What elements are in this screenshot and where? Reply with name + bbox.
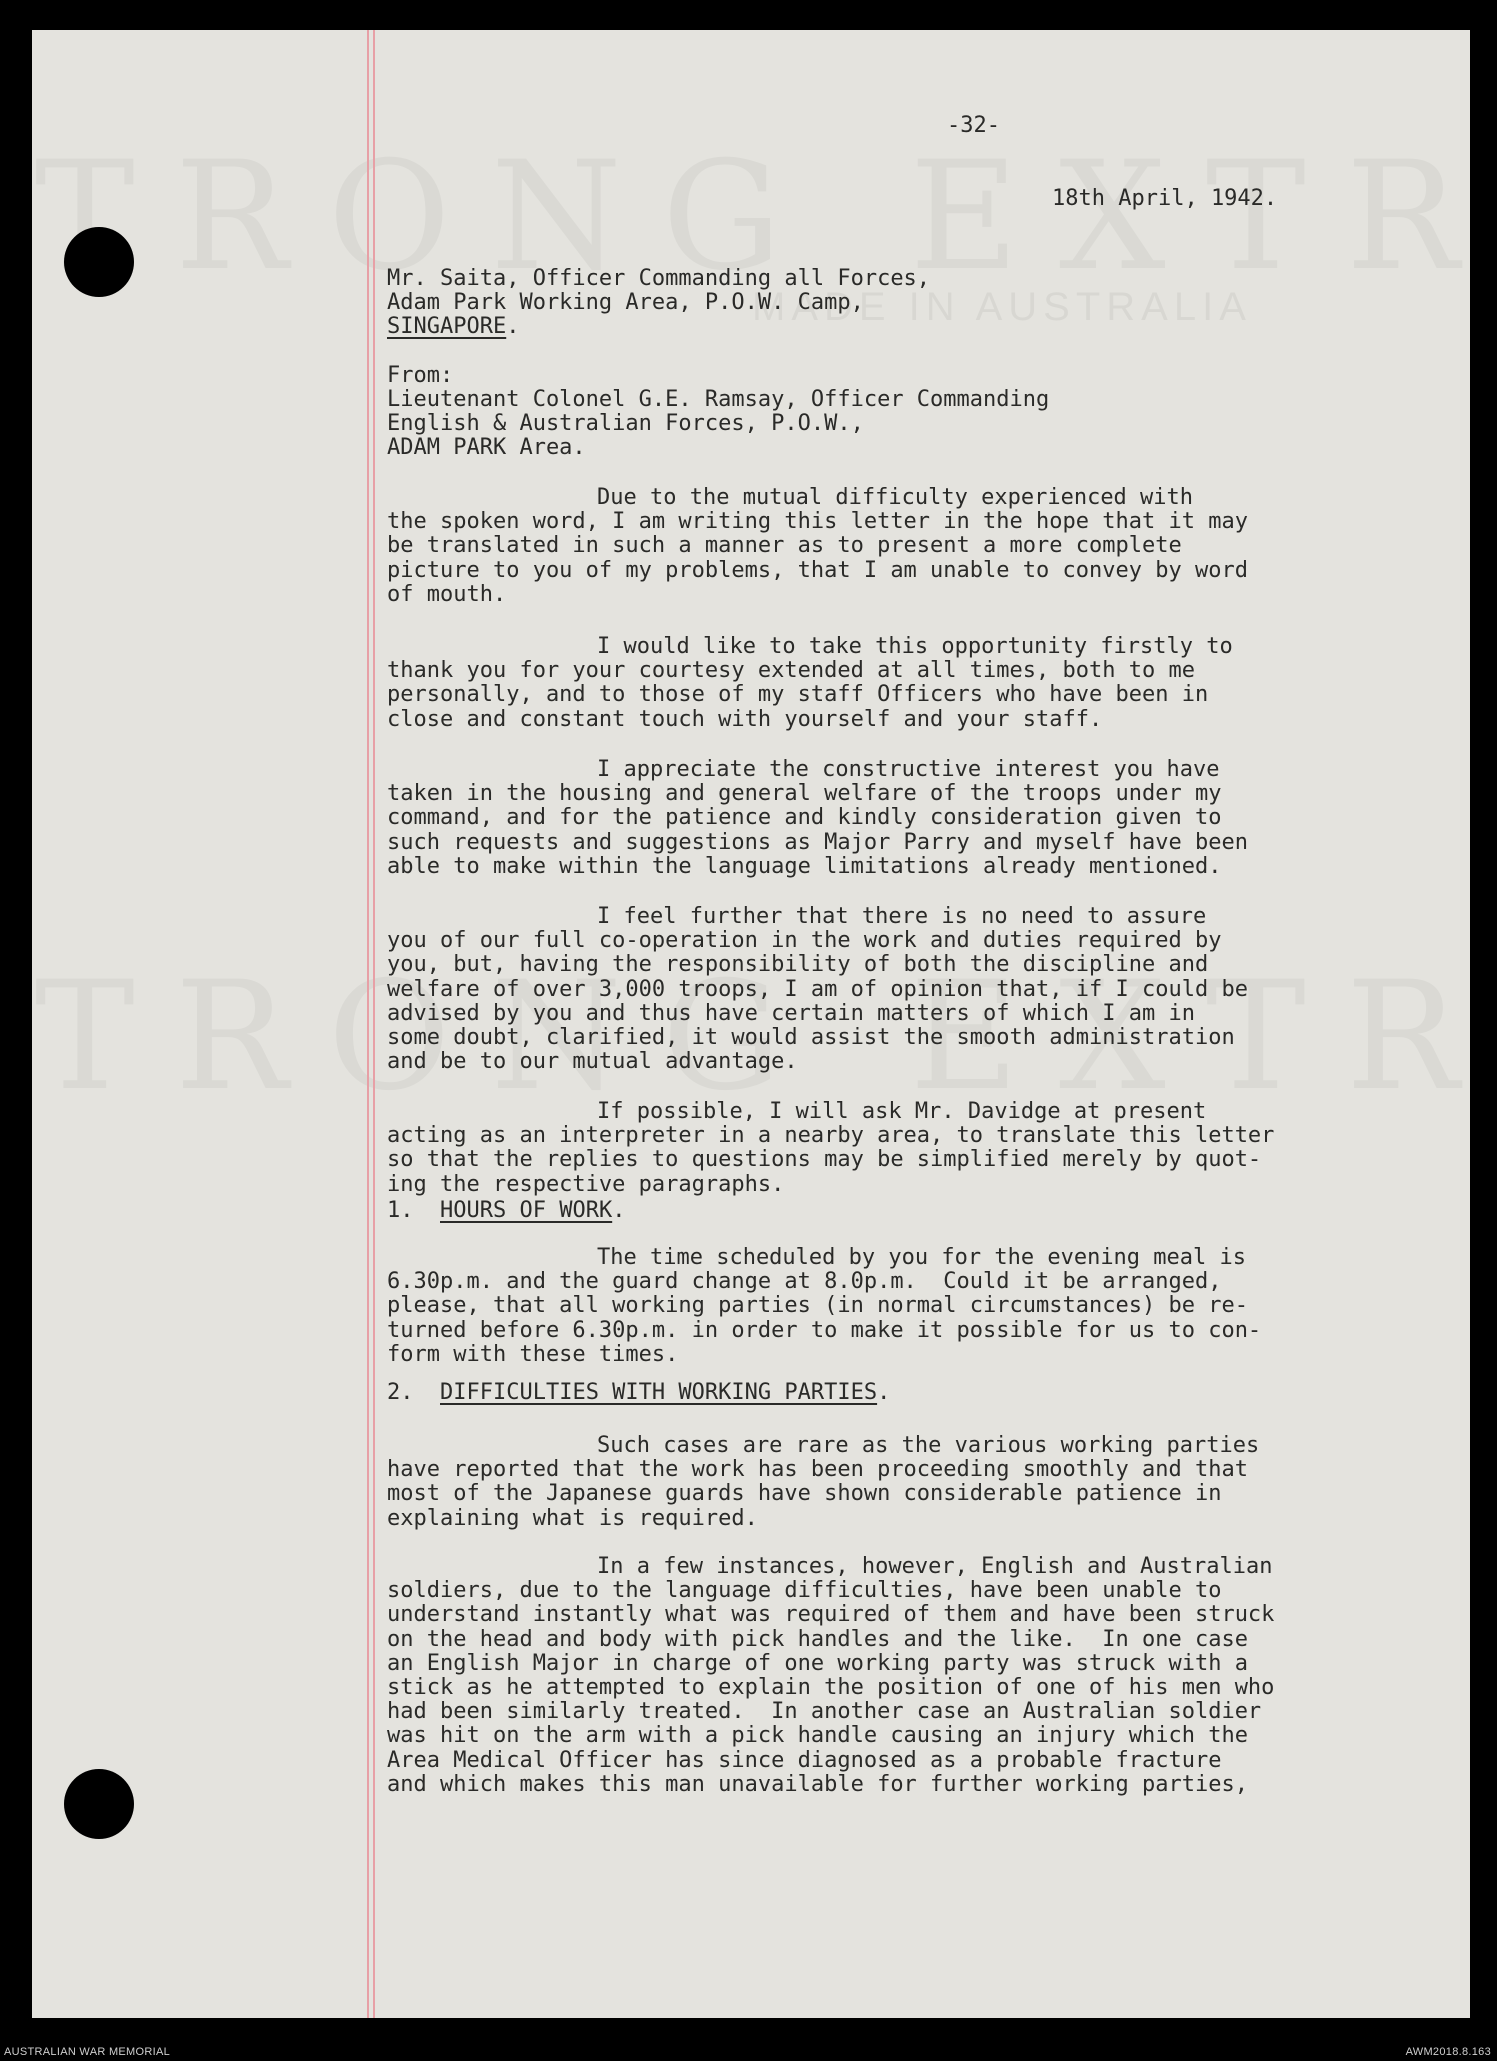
- section-2-heading: [387, 1381, 890, 1405]
- section-1-title: HOURS OF WORK: [440, 1198, 613, 1223]
- footer-accession-number: AWM2018.8.163: [1405, 2046, 1491, 2058]
- punch-hole-top: [64, 227, 134, 297]
- punch-hole-bottom: [64, 1769, 134, 1839]
- margin-line-left: [367, 30, 369, 2018]
- section-2-title: DIFFICULTIES WITH WORKING PARTIES: [440, 1380, 878, 1405]
- section-2-paragraph-2: In a few instances, however, English and Australian soldiers, due to the language difficulties, have been unable to understand instantly what was required of them and have been struck on the head and body with pick handles and the like. In one case an English Major in charge of one working party was struck with a stick as he attempted to explain the position of one of his men who had been similarly treated. In another case an Australian soldier was hit on the arm with a pick handle causing an injury which the Area Medical Officer has since diagnosed as a probable fracture and which makes this man unavailable for further working parties,: [387, 1554, 1275, 1797]
- paper-watermark-made-in: MADE IN AUSTRALIA: [752, 285, 1252, 329]
- paragraph-3: I appreciate the constructive interest you have taken in the housing and general welfare of the troops under my command, and for the patience and kindly consideration given to such requests and suggestions as Major Parry and myself have been able to make within the language limitations already mentioned.: [387, 757, 1248, 879]
- sender-line-3: ADAM PARK Area.: [387, 435, 586, 460]
- section-2-number: 2.: [387, 1380, 414, 1405]
- addressee-city: SINGAPORE: [387, 314, 507, 339]
- document-page: [32, 30, 1470, 2018]
- addressee-line-2: Adam Park Working Area, P.O.W. Camp,: [387, 290, 864, 315]
- section-1-paragraph-1: The time scheduled by you for the evening meal is 6.30p.m. and the guard change at 8.0p.m. Could it be arranged, please, that all working parties (in normal circumstances) be re- turned before 6.30p.m. in order to make it possible for us to con- form with these times.: [387, 1245, 1262, 1367]
- margin-line-right: [373, 30, 375, 2018]
- addressee-line-1: Mr. Saita, Officer Commanding all Forces,: [387, 266, 931, 291]
- paragraph-1: Due to the mutual difficulty experienced with the spoken word, I am writing this letter in the hope that it may be translated in such a manner as to present a more complete picture to you of my problems, that I am unable to convey by word of mouth.: [387, 485, 1248, 607]
- addressee-line-3: [387, 315, 519, 339]
- letter-date: 18th April, 1942.: [1052, 186, 1278, 211]
- section-1-number: 1.: [387, 1198, 414, 1223]
- section-2-paragraph-1: Such cases are rare as the various working parties have reported that the work has been proceeding smoothly and that most of the Japanese guards have shown considerable patience in explaining what is required.: [387, 1433, 1260, 1531]
- section-1-title-period: .: [612, 1198, 626, 1223]
- page-number: -32-: [947, 113, 1000, 138]
- sender-line-2: English & Australian Forces, P.O.W.,: [387, 411, 864, 436]
- sender-line-1: Lieutenant Colonel G.E. Ramsay, Officer Commanding: [387, 387, 1050, 412]
- section-2-title-period: .: [877, 1380, 891, 1405]
- addressee-city-period: .: [506, 314, 520, 339]
- paragraph-4: I feel further that there is no need to assure you of our full co-operation in the work and duties required by you, but, having the responsibility of both the discipline and welfare of over 3,000 troops, I am of opinion that, if I could be advised by you and thus have certain matters of which I am in some doubt, clarified, it would assist the smooth administration and be to our mutual advantage.: [387, 904, 1248, 1075]
- footer-credit: AUSTRALIAN WAR MEMORIAL: [4, 2046, 171, 2058]
- paragraph-5: If possible, I will ask Mr. Davidge at present acting as an interpreter in a nearby area, to translate this letter so that the replies to questions may be simplified merely by quot- ing the respective paragraphs.: [387, 1099, 1275, 1197]
- paragraph-2: I would like to take this opportunity firstly to thank you for your courtesy extended at all times, both to me personally, and to those of my staff Officers who have been in close and constant touch with yourself and your staff.: [387, 634, 1233, 732]
- sender-label: From:: [387, 363, 454, 388]
- section-1-heading: [387, 1199, 625, 1223]
